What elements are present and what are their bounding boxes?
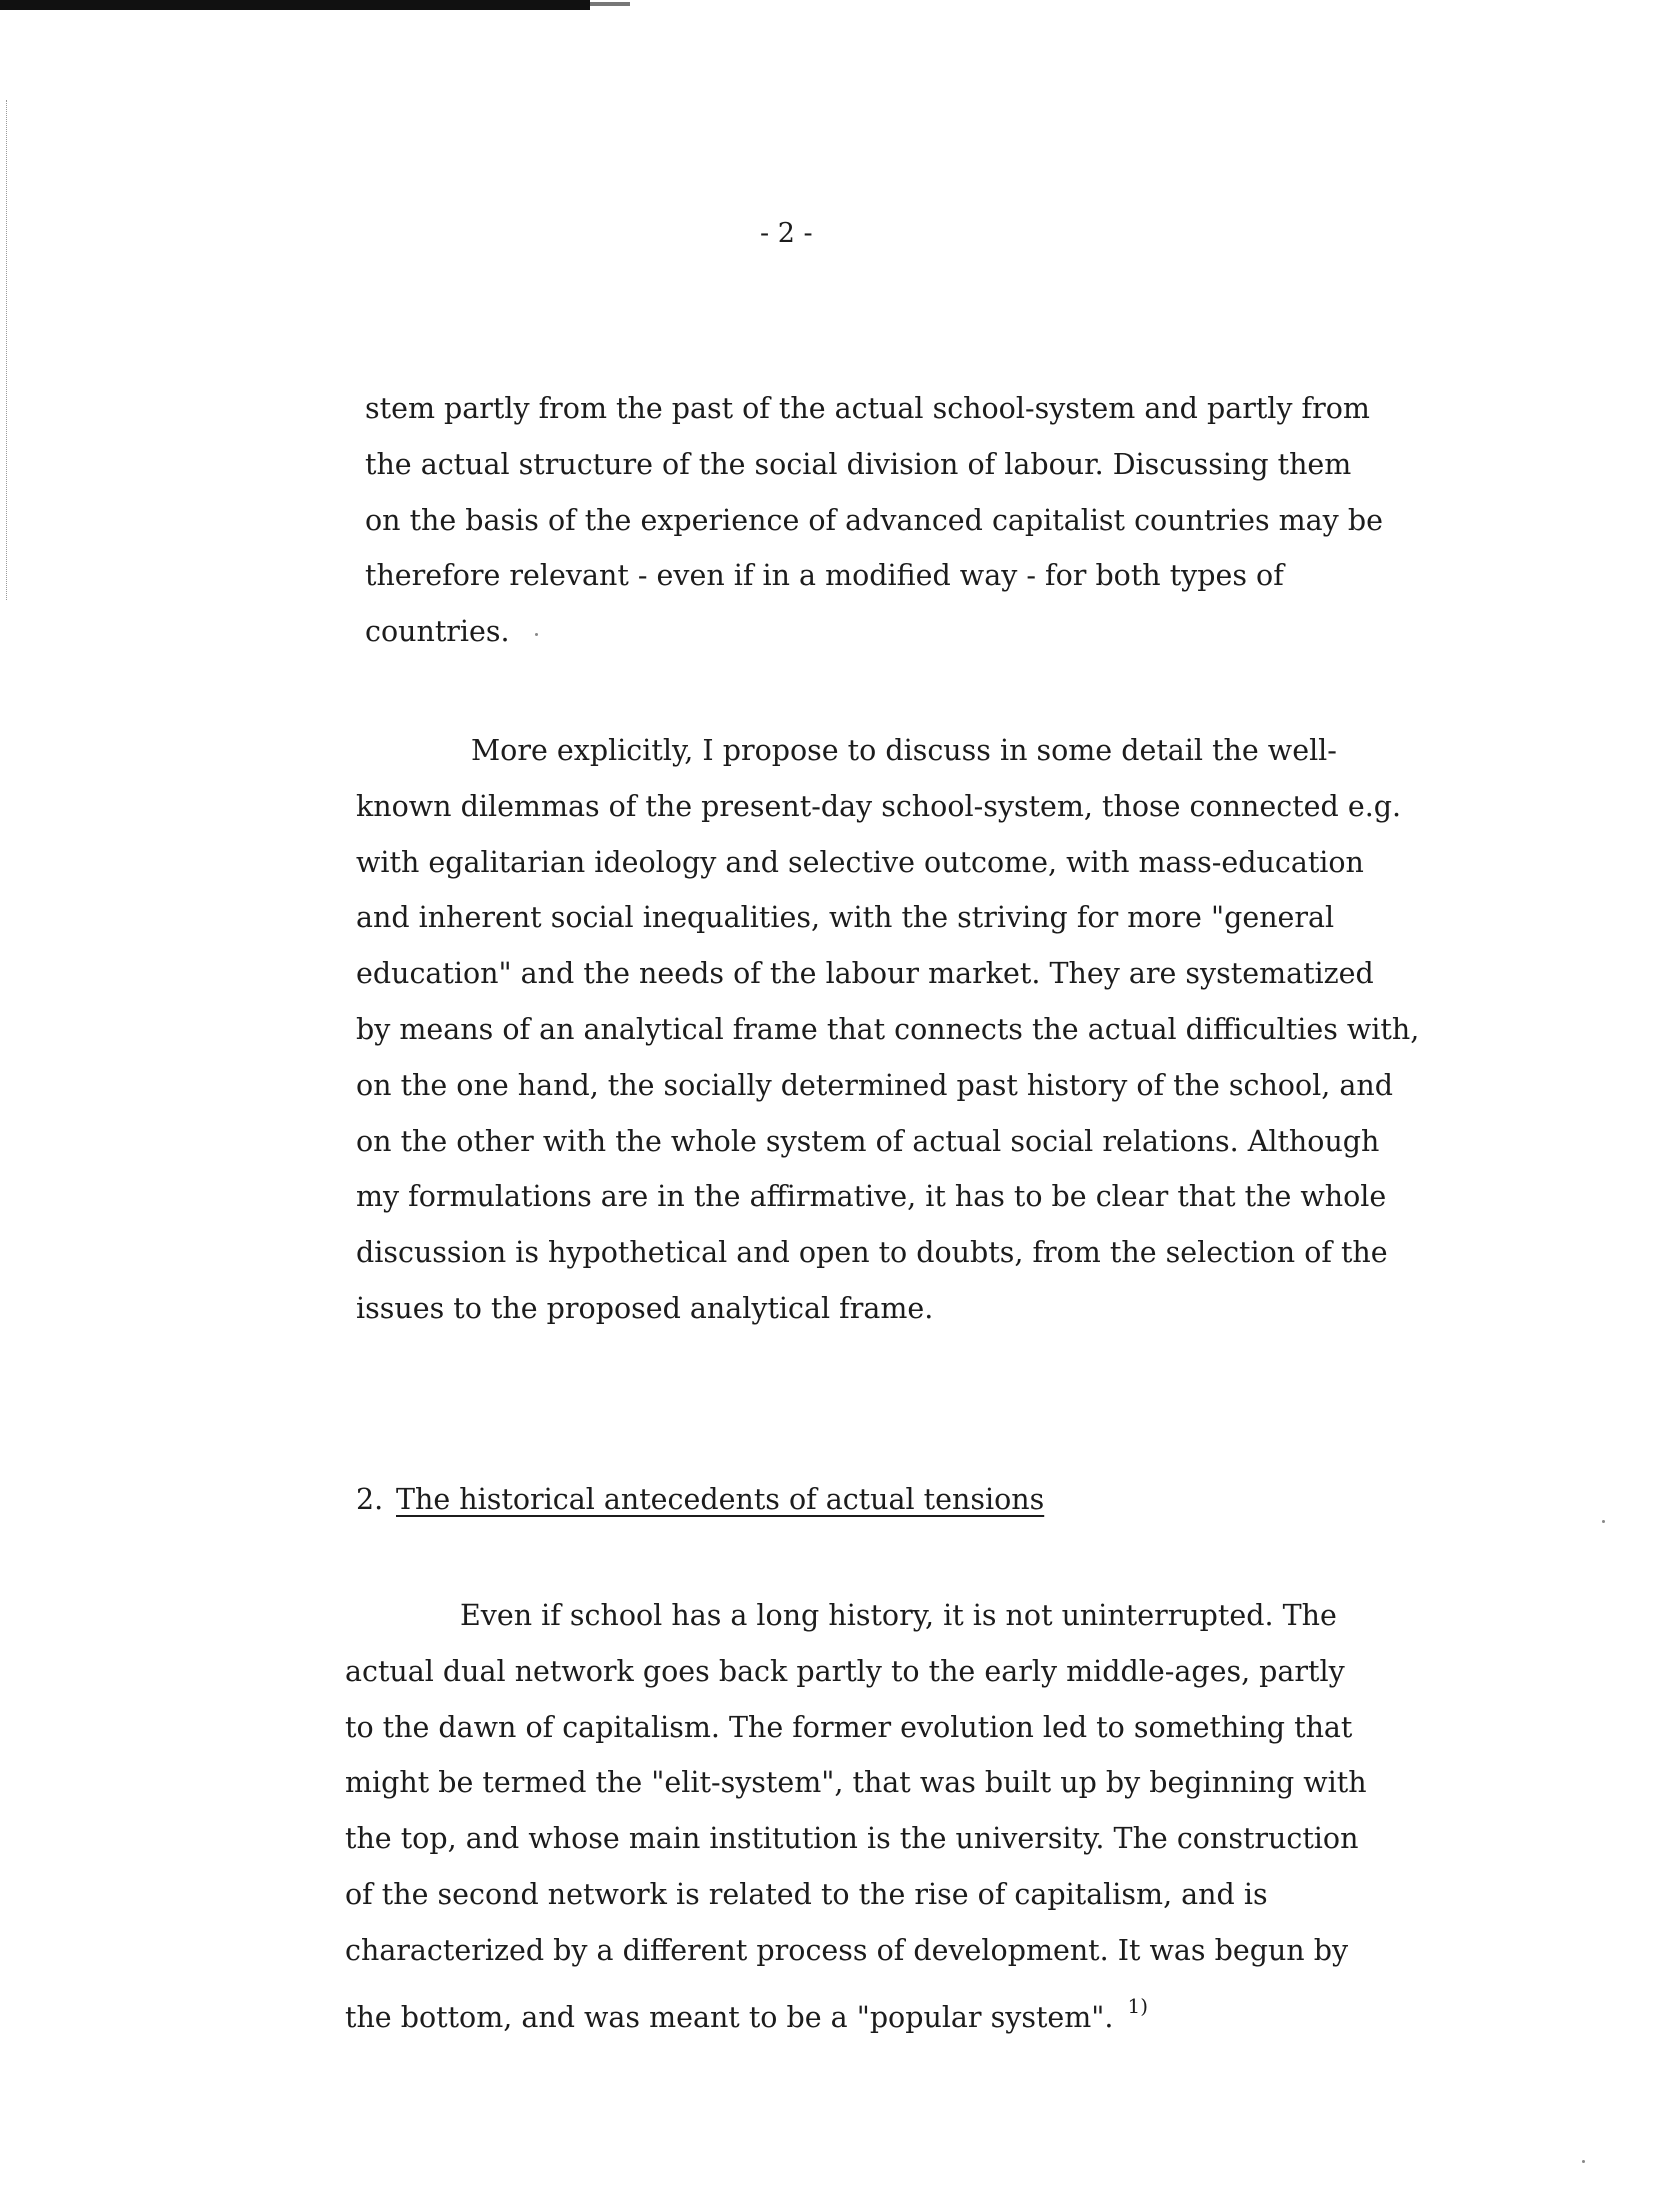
paragraph-line: issues to the proposed analytical frame. — [356, 1291, 934, 1325]
paragraph-line: More explicitly, I propose to discuss in some detail the well- — [471, 734, 1337, 767]
paragraph-line: and inherent social inequalities, with the striving for more "general — [356, 901, 1335, 935]
paragraph-line: education" and the needs of the labour market. They are systematized — [356, 957, 1374, 991]
paragraph-line-text: the bottom, and was meant to be a "popular system". — [345, 2000, 1114, 2034]
paragraph-line: therefore relevant - even if in a modified way - for both types of — [365, 559, 1284, 593]
paragraph-line: of the second network is related to the rise of capitalism, and is — [345, 1877, 1268, 1911]
paragraph-line: the top, and whose main institution is the university. The construction — [345, 1822, 1359, 1856]
paragraph-line: Even if school has a long history, it is not uninterrupted. The — [460, 1599, 1337, 1632]
scan-speck — [535, 633, 538, 636]
paragraph-line: discussion is hypothetical and open to doubts, from the selection of the — [356, 1236, 1388, 1270]
scan-speck — [1602, 1520, 1605, 1523]
scan-top-edge-bar — [0, 0, 590, 10]
paragraph-1 — [365, 381, 1383, 660]
paragraph-line: with egalitarian ideology and selective outcome, with mass-education — [356, 845, 1364, 879]
section-number: 2. — [356, 1483, 384, 1516]
paragraph-line: countries. — [365, 615, 510, 649]
paragraph-line: on the basis of the experience of advanced capitalist countries may be — [365, 503, 1383, 537]
paragraph-line: to the dawn of capitalism. The former evolution led to something that — [345, 1710, 1353, 1744]
paragraph-line: stem partly from the past of the actual school-system and partly from — [365, 392, 1370, 425]
paragraph-line: by means of an analytical frame that connects the actual difficulties with, — [356, 1012, 1420, 1046]
paragraph-line: the actual structure of the social division of labour. Discussing them — [365, 447, 1352, 481]
paragraph-line-last — [345, 1979, 1367, 2035]
section-title: The historical antecedents of actual tensions — [396, 1483, 1045, 1516]
paragraph-3 — [345, 1588, 1367, 2034]
page-number: - 2 - — [760, 218, 813, 249]
section-heading — [356, 1472, 1044, 1528]
scan-top-edge-fade — [590, 2, 630, 6]
paragraph-line: on the other with the whole system of actual social relations. Although — [356, 1124, 1380, 1158]
paragraph-2 — [356, 723, 1419, 1337]
paragraph-line: might be termed the "elit-system", that was built up by beginning with — [345, 1766, 1367, 1800]
scan-left-edge-mark — [6, 100, 8, 600]
paragraph-line: my formulations are in the affirmative, it has to be clear that the whole — [356, 1180, 1387, 1214]
paragraph-line: known dilemmas of the present-day school-system, those connected e.g. — [356, 789, 1402, 823]
footnote-marker: 1) — [1127, 1993, 1149, 2018]
paragraph-line: characterized by a different process of development. It was begun by — [345, 1933, 1349, 1967]
paragraph-line: on the one hand, the socially determined past history of the school, and — [356, 1068, 1393, 1102]
paragraph-line: actual dual network goes back partly to the early middle-ages, partly — [345, 1654, 1345, 1688]
scan-speck — [1582, 2160, 1585, 2163]
